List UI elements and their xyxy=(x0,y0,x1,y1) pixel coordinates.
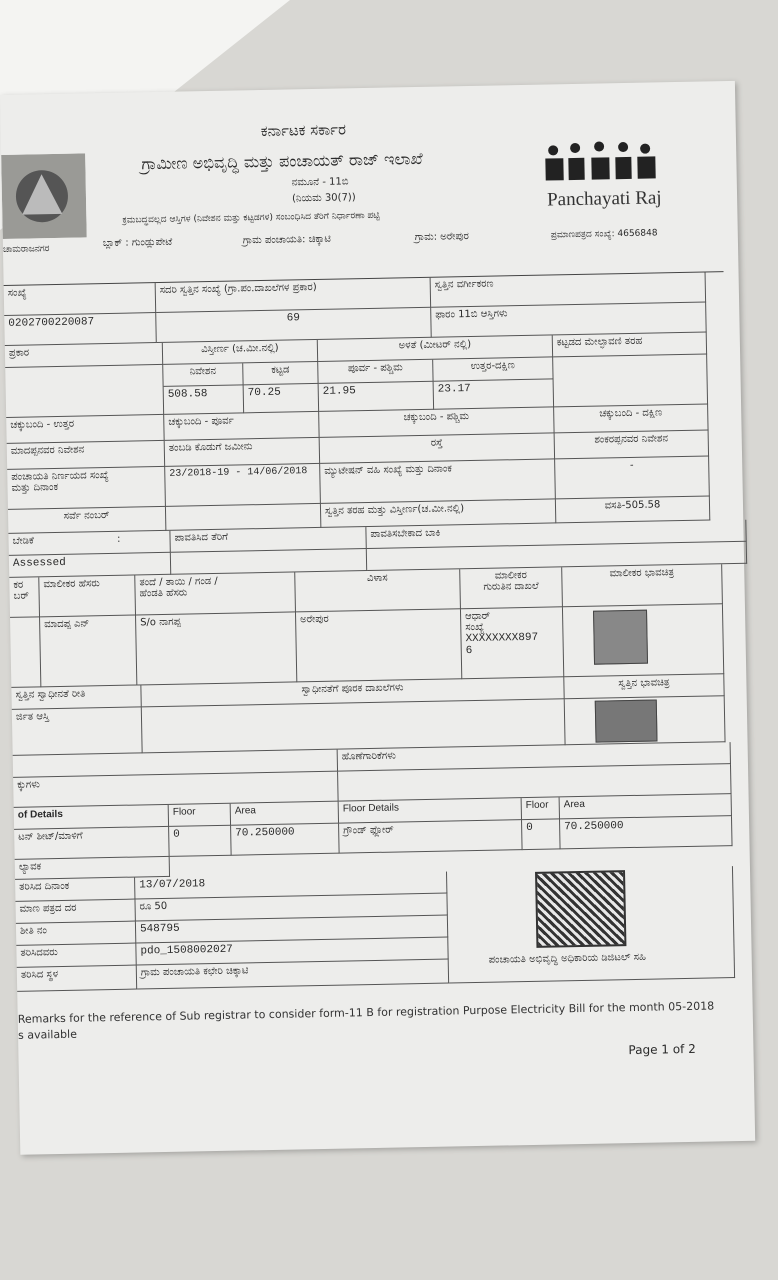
place-label: ತರಿಸಿದ ಸ್ಥಳ xyxy=(17,966,137,992)
owner-address-label: ವಿಳಾಸ xyxy=(295,569,461,612)
owner-address: ಅರೇಪುರ xyxy=(296,609,462,682)
roof-value xyxy=(553,354,708,407)
aadhaar-label-2: ಸಂಖ್ಯೆ xyxy=(465,621,485,634)
classification-label: ಸ್ವತ್ತಿನ ವರ್ಗೀಕರಣ xyxy=(431,272,707,307)
dept-title: ಗ್ರಾಮೀಣ ಅಭಿವೃದ್ಧಿ ಮತ್ತು ಪಂಚಾಯತ್ ರಾಜ್ ಇಲಾಖೆ xyxy=(141,148,423,174)
resolution-value: 23/2018-19 - 14/06/2018 xyxy=(165,464,321,507)
nature-value: ವಸತಿ-505.58 xyxy=(556,496,710,523)
ew-label: ಪೂರ್ವ - ಪಶ್ಚಿಮ xyxy=(318,360,433,384)
west-value: ರಸ್ತೆ xyxy=(320,433,555,464)
area-label: ವಿಸ್ತೀರ್ಣ (ಚ.ಮೀ.ನಲ್ಲಿ) xyxy=(163,340,318,365)
document-sheet xyxy=(0,81,755,1155)
owner-photo-label: ಮಾಲೀಕರ ಭಾವಚಿತ್ರ xyxy=(562,564,723,607)
owner-name-label: ಮಾಲೀಕರ ಹೆಸರು xyxy=(39,575,136,617)
property-number: 69 xyxy=(156,308,432,343)
place-value: ಗ್ರಾಮ ಪಂಚಾಯತಿ ಕಛೇರಿ ಚಿಕ್ಕಾಟಿ xyxy=(137,960,449,990)
ground-floor-label: ಗ್ರೌಂಡ್ ಫ್ಲೋರ್ xyxy=(339,820,523,854)
rule-number: (ನಿಯಮ 30(7)) xyxy=(291,192,356,205)
south-value: ಶಂಕರಪ್ಪನವರ ನಿವೇಶನ xyxy=(555,430,709,459)
roof-floor-value: 0 xyxy=(169,826,232,857)
owner-relation-label: ತಂದೆ / ತಾಯಿ / ಗಂಡ / ಹೆಂಡತಿ ಹೆಸರು xyxy=(135,572,296,615)
acquired-label: ರ್ಜಿತ ಆಸ್ತಿ xyxy=(12,707,143,755)
gram-panchayat-label: ಗ್ರಾಮ ಪಂಚಾಯತಿ: ಚಿಕ್ಕಾಟಿ xyxy=(242,233,331,247)
block-label: ಬ್ಲಾಕ್ : ಗುಂಡ್ಲುಪೇಟೆ xyxy=(102,236,173,250)
certificate-number: ಪ್ರಮಾಣಪತ್ರದ ಸಂಖ್ಯೆ: 4656848 xyxy=(550,228,658,241)
aadhaar-label: ಆಧಾರ್ xyxy=(464,610,491,623)
demand-label: ಬೇಡಿಕೆ : xyxy=(8,531,170,556)
acquisition-method-label: ಸ್ವತ್ತಿನ ಸ್ವಾಧೀನತೆ ರೀತಿ xyxy=(11,685,141,709)
owner-no-value xyxy=(10,617,41,688)
assessed-label: Assessed xyxy=(9,553,171,578)
ns-label: ಉತ್ತರ-ದಕ್ಷಿಣ xyxy=(433,357,553,381)
north-label: ಚಕ್ಕುಬಂದಿ - ಉತ್ತರ xyxy=(6,415,164,444)
fee-label: ಮಾಣ ಪತ್ರದ ದರ xyxy=(15,900,135,924)
survey-no-value xyxy=(166,504,321,531)
page-indicator: Page 1 of 2 xyxy=(628,1041,696,1058)
ns-value: 23.17 xyxy=(434,379,555,409)
mutation-value: - xyxy=(555,456,710,499)
west-label: ಚಕ್ಕುಬಂದಿ - ಪಶ್ಚಿಮ xyxy=(319,407,554,438)
owner-relation: S/o ನಾಗಪ್ಪ xyxy=(136,612,297,685)
govt-title: ಕರ್ನಾಟಕ ಸರ್ಕಾರ xyxy=(260,120,347,140)
aadhaar-number-2: 6 xyxy=(465,645,473,658)
floor-col: Floor xyxy=(522,797,560,820)
roof-area-value: 70.250000 xyxy=(231,824,340,856)
village-label: ಗ್ರಾಮ: ಅರೇಪುರ xyxy=(414,231,469,244)
ew-value: 21.95 xyxy=(319,382,435,412)
property-no-label: ಸಂಖ್ಯೆ xyxy=(4,283,157,316)
resolution-label: ಪಂಚಾಯತಿ ನಿರ್ಣಯದ ಸಂಖ್ಯೆ ಮತ್ತು ದಿನಾಂಕ xyxy=(7,467,166,510)
building-label: ಕಟ್ಟಡ xyxy=(243,362,318,385)
building-area: 70.25 xyxy=(244,384,320,413)
acquisition-docs-label: ಸ್ವಾಧೀನತೆಗೆ ಪೂರಕ ದಾಖಲೆಗಳು xyxy=(141,677,564,707)
brand-label: Panchayati Raj xyxy=(546,187,662,211)
rights-label: ಕ್ಕುಗಳು xyxy=(13,772,339,808)
form-number: ನಮೂನೆ - 11ಬಿ xyxy=(291,176,349,189)
remarks-text: Remarks for the reference of Sub registrar to consider form-11 B for registration Purpose Electricity Bill for the month 05-2018 xyxy=(17,999,715,1026)
owner-aadhaar xyxy=(461,607,564,679)
emblem-label: ಚಾಮರಾಜನಗರ xyxy=(2,244,50,255)
owner-name: ಮಾದಪ್ಪ ಎನ್ xyxy=(40,615,137,687)
north-value: ಮಾದಪ್ಪನವರ ನಿವೇಶನ xyxy=(7,441,165,470)
survey-no-label: ಸರ್ವೆ ನಂಬರ್ xyxy=(8,507,166,534)
issuer-label: ತರಿಸಿದವರು xyxy=(16,944,136,968)
owner-id-label: ಮಾಲೀಕರ ಗುರುತಿನ ದಾಖಲೆ xyxy=(460,567,563,609)
owner-no-label: ಕರ ಬರ್ xyxy=(9,577,40,618)
property-photo-label: ಸ್ವತ್ತಿನ ಭಾವಚಿತ್ರ xyxy=(564,674,724,699)
dimension-label: ಅಳತೆ (ಮೀಟರ್ ನಲ್ಲಿ) xyxy=(318,335,553,362)
site-area: 508.58 xyxy=(164,385,245,415)
state-emblem-icon xyxy=(1,153,87,239)
property-photo-cell xyxy=(565,696,726,745)
form-subtitle: ಕ್ರಮಬದ್ಧವಲ್ಲದ ಆಸ್ತಿಗಳ (ನಿವೇಶನ ಮತ್ತು ಕಟ್ಟಡಗಳ) ಸಂಬಂಧಿಸಿದ ತೆರಿಗೆ ನಿರ್ಧಾರಣಾ ಪಟ್ಟಿ xyxy=(122,210,380,226)
floor-details-label: Floor Details xyxy=(339,798,522,824)
aadhaar-number: XXXXXXXX897 xyxy=(465,631,539,646)
qr-signature-cell xyxy=(447,866,735,983)
ground-floor-value: 0 xyxy=(522,819,561,850)
roof-details-label: of Details xyxy=(14,805,169,830)
roof-area-col: Area xyxy=(231,802,339,826)
classification-value: ಫಾರಂ 11ಬಿ ಆಸ್ತಿಗಳು xyxy=(431,302,707,337)
roof-type-label: ಟನ್ ಶೀಟ್/ಮಾಳಿಗೆ xyxy=(14,827,170,860)
roof-floor-col: Floor xyxy=(169,804,231,827)
type-value xyxy=(5,365,164,418)
remarks-text-2: s available xyxy=(17,1027,78,1042)
balance-label: ಪಾವತಿಸಬೇಕಾದ ಬಾಕಿ xyxy=(366,520,746,549)
site-label: ನಿವೇಶನ xyxy=(163,363,243,387)
south-label: ಚಕ್ಕುಬಂದಿ - ದಕ್ಷಿಣ xyxy=(554,404,708,433)
receipt-value: 548795 xyxy=(136,916,448,944)
receipt-label: ಶೀತಿ ನಂ xyxy=(16,922,136,946)
liabilities-label: ಹೊಣೆಗಾರಿಕೆಗಳು xyxy=(338,742,731,772)
paid-label: ಪಾವತಿಸಿದ ತೆರಿಗೆ xyxy=(170,527,366,553)
east-value: ತಂಬಡಿ ಕೊಡುಗೆ ಜಮೀನು xyxy=(165,438,320,467)
issuer-value: pdo_1508002027 xyxy=(136,938,448,966)
ground-area-value: 70.250000 xyxy=(560,816,733,849)
roof-label: ಕಟ್ಟಡದ ಮೇಲ್ಛಾವಣಿ ತರಹ xyxy=(553,332,707,357)
acquisition-docs-value xyxy=(142,699,566,753)
owner-photo xyxy=(593,610,648,665)
mutation-label: ಮ್ಯುಟೇಷನ್ ವಹಿ ಸಂಖ್ಯೆ ಮತ್ತು ದಿನಾಂಕ xyxy=(320,459,556,504)
type-label: ಪ್ರಕಾರ xyxy=(5,343,163,368)
issue-date-label: ತರಿಸಿದ ದಿನಾಂಕ xyxy=(15,878,135,902)
property-photo xyxy=(595,700,658,743)
area-col: Area xyxy=(560,794,732,819)
issue-date: 13/07/2018 xyxy=(135,872,447,900)
east-label: ಚಕ್ಕುಬಂದಿ - ಪೂರ್ವ xyxy=(164,412,319,441)
extra-label: ಲ್ಯಾವಕ xyxy=(15,857,170,880)
qr-code-icon xyxy=(535,870,626,948)
property-id: 0202700220087 xyxy=(4,313,157,346)
panchayati-raj-logo-icon xyxy=(541,140,662,186)
survey-label: ಸದರಿ ಸ್ವತ್ತಿನ ಸಂಖ್ಯೆ (ಗ್ರಾ.ಪಂ.ದಾಖಲೆಗಳ ಪ್ರಕಾರ) xyxy=(156,278,432,313)
fee-value: ರೂ 50 xyxy=(135,894,447,922)
digital-signature-label: ಪಂಚಾಯತಿ ಅಭಿವೃದ್ಧಿ ಅಧಿಕಾರಿಯ ಡಿಜಿಟಲ್ ಸಹಿ xyxy=(488,951,647,966)
nature-label: ಸ್ವತ್ತಿನ ತರಹ ಮತ್ತು ವಿಸ್ತೀರ್ಣ(ಚ.ಮೀ.ನಲ್ಲಿ) xyxy=(321,499,556,528)
assessment-table xyxy=(4,271,724,981)
owner-photo-cell xyxy=(563,604,724,677)
